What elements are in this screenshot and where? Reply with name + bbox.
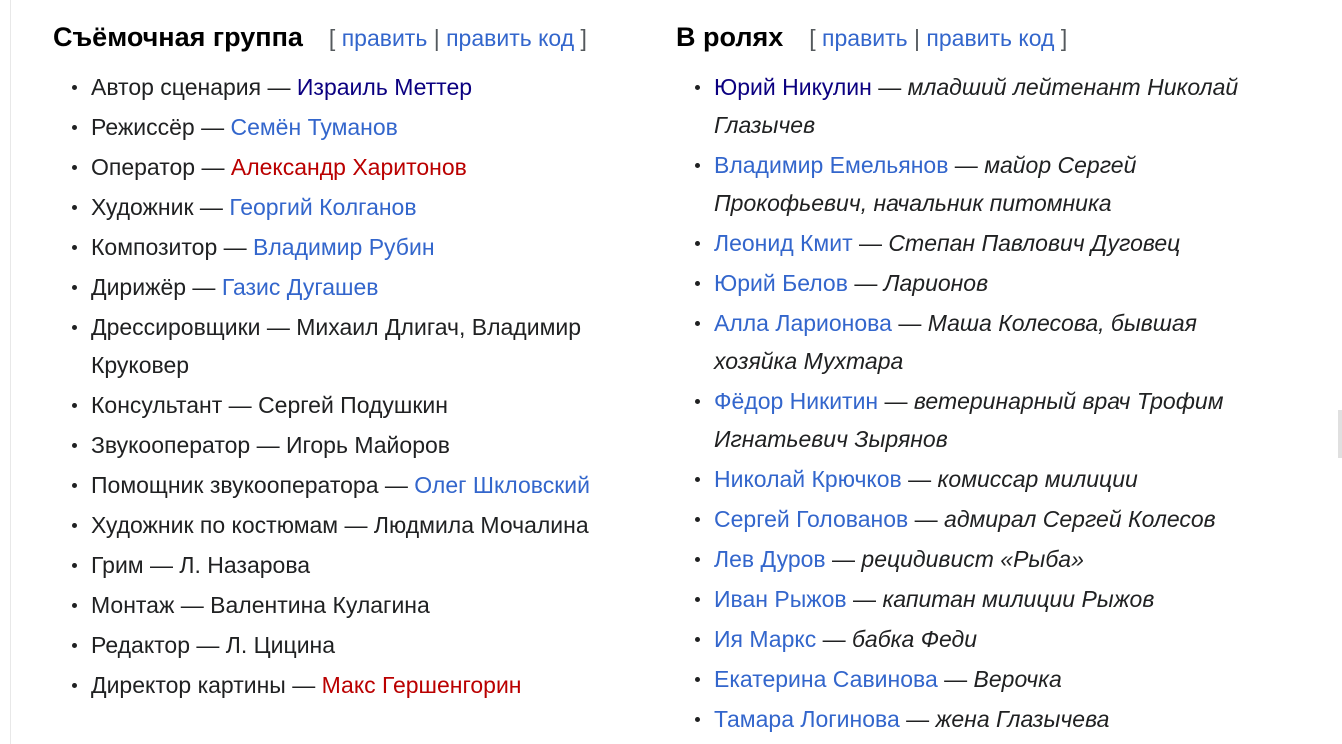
character-role: младший лейтенант Николай Глазычев xyxy=(714,74,1239,138)
crew-role-text: Монтаж — Валентина Кулагина xyxy=(91,592,430,618)
crew-list-item xyxy=(53,586,643,624)
crew-edit-link[interactable]: править xyxy=(341,25,428,51)
cast-edit-section xyxy=(809,25,1067,52)
actor-link[interactable]: Юрий Никулин xyxy=(714,74,872,100)
cast-list-item xyxy=(676,224,1256,262)
character-role: бабка Феди xyxy=(851,626,978,652)
crew-role-text: Художник по костюмам — Людмила Мочалина xyxy=(91,512,589,538)
cast-dash: — xyxy=(847,270,884,296)
cast-dash: — xyxy=(846,586,883,612)
character-role: Ларионов xyxy=(883,270,989,296)
crew-title: Съёмочная группа xyxy=(53,22,303,52)
character-role: жена Глазычева xyxy=(935,706,1110,732)
character-role: комиссар милиции xyxy=(937,466,1138,492)
actor-link[interactable]: Иван Рыжов xyxy=(714,586,847,612)
crew-role-text: Дирижёр — xyxy=(91,274,222,300)
cast-dash: — xyxy=(816,626,852,652)
character-role: Степан Павлович Дуговец xyxy=(888,230,1181,256)
character-role: капитан милиции Рыжов xyxy=(882,586,1155,612)
cast-list-item xyxy=(676,580,1256,618)
cast-list-item xyxy=(676,146,1256,222)
cast-edit-code-link[interactable]: править код xyxy=(926,25,1055,51)
actor-link[interactable]: Лев Дуров xyxy=(714,546,826,572)
crew-role-text: Редактор — Л. Цицина xyxy=(91,632,336,658)
edit-bracket-close: ] xyxy=(1060,25,1068,51)
crew-role-text: Оператор — xyxy=(91,154,231,180)
cast-list-item xyxy=(676,620,1256,658)
cast-list-item xyxy=(676,304,1256,380)
cast-dash: — xyxy=(899,706,936,732)
cast-list-item xyxy=(676,382,1256,458)
actor-link[interactable]: Владимир Емельянов xyxy=(714,152,949,178)
crew-role-text: Звукооператор — Игорь Майоров xyxy=(91,432,450,458)
scrollbar-thumb[interactable] xyxy=(1338,410,1342,458)
crew-list-item xyxy=(53,68,643,106)
crew-list-item xyxy=(53,268,643,306)
crew-list-item xyxy=(53,188,643,226)
cast-dash: — xyxy=(852,230,889,256)
character-role: рецидивист «Рыба» xyxy=(861,546,1084,572)
cast-dash: — xyxy=(908,506,945,532)
character-role: ветеринарный врач Трофим Игнатьевич Зырянов xyxy=(714,388,1224,452)
crew-role-text: Режиссёр — xyxy=(91,114,231,140)
crew-list-item xyxy=(53,506,643,544)
actor-link[interactable]: Ия Маркс xyxy=(714,626,817,652)
crew-list-item xyxy=(53,148,643,186)
crew-role-text: Автор сценария — xyxy=(91,74,297,100)
cast-dash: — xyxy=(948,152,985,178)
edit-bracket-close: ] xyxy=(580,25,587,51)
cast-list-item xyxy=(676,68,1256,144)
character-role: Маша Колесова, бывшая хозяйка Мухтара xyxy=(714,310,1197,374)
crew-role-text: Дрессировщики — Михаил Длигач, Владимир Круковер xyxy=(91,314,582,378)
cast-title: В ролях xyxy=(676,22,784,52)
character-role: адмирал Сергей Колесов xyxy=(944,506,1216,532)
edit-separator: | xyxy=(433,25,440,51)
crew-list-item xyxy=(53,228,643,266)
crew-person-link[interactable]: Семён Туманов xyxy=(230,114,398,140)
actor-link[interactable]: Леонид Кмит xyxy=(714,230,853,256)
crew-list-item xyxy=(53,426,643,464)
edit-separator: | xyxy=(914,25,921,51)
cast-dash: — xyxy=(825,546,862,572)
cast-list-item xyxy=(676,660,1256,698)
crew-person-link[interactable]: Израиль Меттер xyxy=(296,74,473,100)
crew-person-link[interactable]: Александр Харитонов xyxy=(230,154,467,180)
cast-list-item xyxy=(676,700,1256,738)
crew-role-text: Грим — Л. Назарова xyxy=(91,552,311,578)
edit-bracket-open: [ xyxy=(328,25,336,51)
actor-link[interactable]: Николай Крючков xyxy=(714,466,902,492)
actor-link[interactable]: Фёдор Никитин xyxy=(714,388,879,414)
crew-heading xyxy=(53,22,587,53)
crew-role-text: Помощник звукооператора — xyxy=(91,472,415,498)
crew-edit-section xyxy=(329,25,587,52)
cast-edit-link[interactable]: править xyxy=(822,25,908,51)
crew-list-item xyxy=(53,308,643,384)
crew-list-item xyxy=(53,666,643,704)
cast-dash: — xyxy=(937,666,974,692)
crew-list xyxy=(53,68,643,706)
cast-dash: — xyxy=(871,74,908,100)
cast-dash: — xyxy=(891,310,928,336)
cast-list-item xyxy=(676,540,1256,578)
cast-dash: — xyxy=(901,466,938,492)
cast-list-item xyxy=(676,500,1256,538)
character-role: Верочка xyxy=(973,666,1062,692)
actor-link[interactable]: Юрий Белов xyxy=(714,270,848,296)
crew-list-item xyxy=(53,466,643,504)
crew-role-text: Композитор — xyxy=(91,234,254,260)
edit-bracket-open: [ xyxy=(809,25,816,51)
crew-list-item xyxy=(53,626,643,664)
crew-person-link[interactable]: Владимир Рубин xyxy=(253,234,435,260)
character-role: майор Сергей Прокофьевич, начальник питомника xyxy=(714,152,1137,216)
page-left-border xyxy=(10,0,11,744)
crew-list-item xyxy=(53,108,643,146)
crew-list-item xyxy=(53,546,643,584)
actor-link[interactable]: Екатерина Савинова xyxy=(714,666,938,692)
crew-person-link[interactable]: Георгий Колганов xyxy=(229,194,417,220)
cast-heading xyxy=(676,22,1067,53)
crew-role-text: Директор картины — xyxy=(91,672,322,698)
cast-list xyxy=(676,68,1256,740)
actor-link[interactable]: Сергей Голованов xyxy=(714,506,909,532)
crew-edit-code-link[interactable]: править код xyxy=(446,25,575,51)
actor-link[interactable]: Алла Ларионова xyxy=(714,310,892,336)
crew-role-text: Консультант — Сергей Подушкин xyxy=(91,392,448,418)
cast-list-item xyxy=(676,264,1256,302)
crew-person-link[interactable]: Макс Гершенгорин xyxy=(321,672,522,698)
crew-person-link[interactable]: Олег Шкловский xyxy=(414,472,590,498)
cast-dash: — xyxy=(878,388,914,414)
actor-link[interactable]: Тамара Логинова xyxy=(714,706,900,732)
crew-person-link[interactable]: Газис Дугашев xyxy=(221,274,379,300)
cast-list-item xyxy=(676,460,1256,498)
crew-role-text: Художник — xyxy=(91,194,230,220)
crew-list-item xyxy=(53,386,643,424)
